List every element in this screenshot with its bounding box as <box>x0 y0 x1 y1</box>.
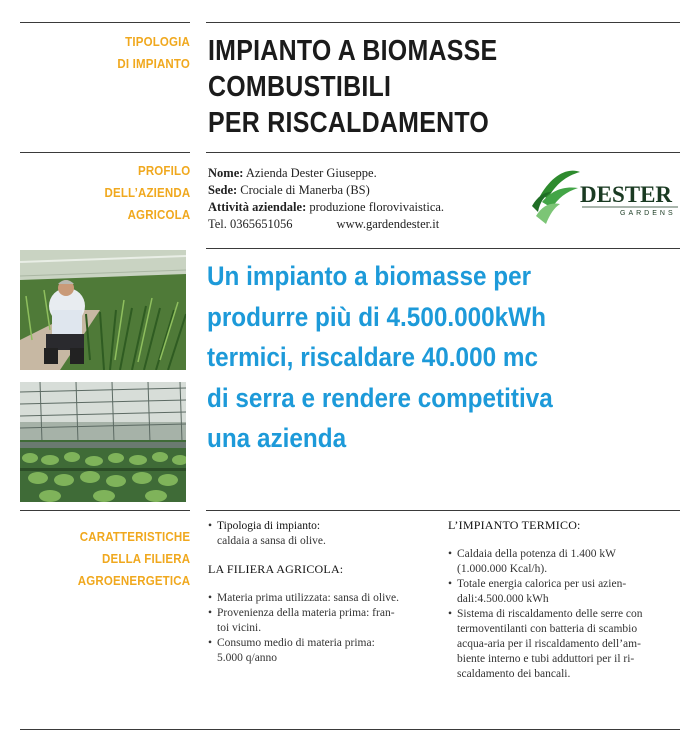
profile-attivita: Attività aziendale: produzione florovivaistica. <box>208 200 445 214</box>
section-label-line: TIPOLOGIA <box>125 35 190 49</box>
section-label-line: AGROENERGETICA <box>77 574 190 588</box>
headline-line: termici, riscaldare 40.000 mc <box>207 342 538 372</box>
section-label-line: DELL’AZIENDA <box>104 186 190 200</box>
filiera-heading: LA FILIERA AGRICOLA: <box>208 562 344 576</box>
page-title <box>208 33 497 141</box>
rule-caratteristiche-right <box>206 510 680 511</box>
impianto-item: • Caldaia della potenza di 1.400 kW (1.000.000 Kcal/h). <box>448 547 680 577</box>
section-label-line: DI IMPIANTO <box>117 57 190 71</box>
filiera-item: • Consumo medio di materia prima: 5.000 q/anno <box>208 636 438 666</box>
headline-line: di serra e rendere competitiva <box>207 382 553 413</box>
headline-line: Un impianto a biomasse per <box>207 261 532 291</box>
impianto-item: • Totale energia calorica per usi azien- dali:4.500.000 kWh <box>448 577 680 607</box>
filiera-column <box>208 519 438 666</box>
top-rule-right <box>206 22 680 23</box>
headline-line: una azienda <box>207 423 347 453</box>
greenhouse-interior-photo <box>20 382 186 502</box>
dester-gardens-logo <box>528 166 680 226</box>
company-profile <box>208 165 444 233</box>
bottom-rule <box>20 729 680 730</box>
page-title-line: IMPIANTO A BIOMASSE <box>208 35 498 67</box>
section-label-line: DELLA FILIERA <box>101 552 190 566</box>
headline-line: produrre più di 4.500.000kWh <box>207 301 546 332</box>
rule-profilo-right <box>206 152 680 153</box>
impianto-termico-heading: L’IMPIANTO TERMICO: <box>448 518 581 532</box>
page-title-line: PER RISCALDAMENTO <box>208 107 490 139</box>
tipologia-label: • Tipologia di impianto: <box>217 520 321 532</box>
section-label-line: AGRICOLA <box>127 208 190 222</box>
top-rule-left <box>20 22 190 23</box>
logo-subtitle: GARDENS <box>620 210 676 217</box>
logo-wordmark: DESTER <box>580 182 673 207</box>
rule-headline <box>206 248 680 249</box>
profile-nome: Nome: Azienda Dester Giuseppe. <box>208 166 377 180</box>
impianto-termico-column <box>448 518 680 682</box>
tipologia-item <box>208 519 438 549</box>
headline <box>207 256 553 459</box>
profile-tel: Tel. 0365651056 <box>208 217 293 231</box>
page-title-line: COMBUSTIBILI <box>208 71 392 103</box>
tipologia-value: caldaia a sansa di olive. <box>217 535 326 547</box>
impianto-item: • Sistema di riscaldamento delle serre con termoventilanti con batteria di scambio acqua-aria per il riscaldamento dell’am- biente interno e tubi adduttori per il ri- scaldamento dei bancali. <box>448 607 680 682</box>
rule-caratteristiche-left <box>20 510 190 511</box>
filiera-item: • Provenienza della materia prima: fran- toi vicini. <box>208 606 438 636</box>
section-label-tipologia <box>117 31 190 75</box>
section-label-line: CARATTERISTICHE <box>79 530 190 544</box>
profile-sede: Sede: Crociale di Manerba (BS) <box>208 183 370 197</box>
greenhouse-worker-photo <box>20 250 186 370</box>
section-label-line: PROFILO <box>137 164 190 178</box>
rule-profilo-left <box>20 152 190 153</box>
profile-contacts <box>208 216 444 233</box>
section-label-profilo <box>104 160 190 226</box>
section-label-caratteristiche <box>78 526 190 592</box>
filiera-item: • Materia prima utilizzata: sansa di olive. <box>208 591 438 606</box>
profile-website: www.gardendester.it <box>336 217 440 231</box>
